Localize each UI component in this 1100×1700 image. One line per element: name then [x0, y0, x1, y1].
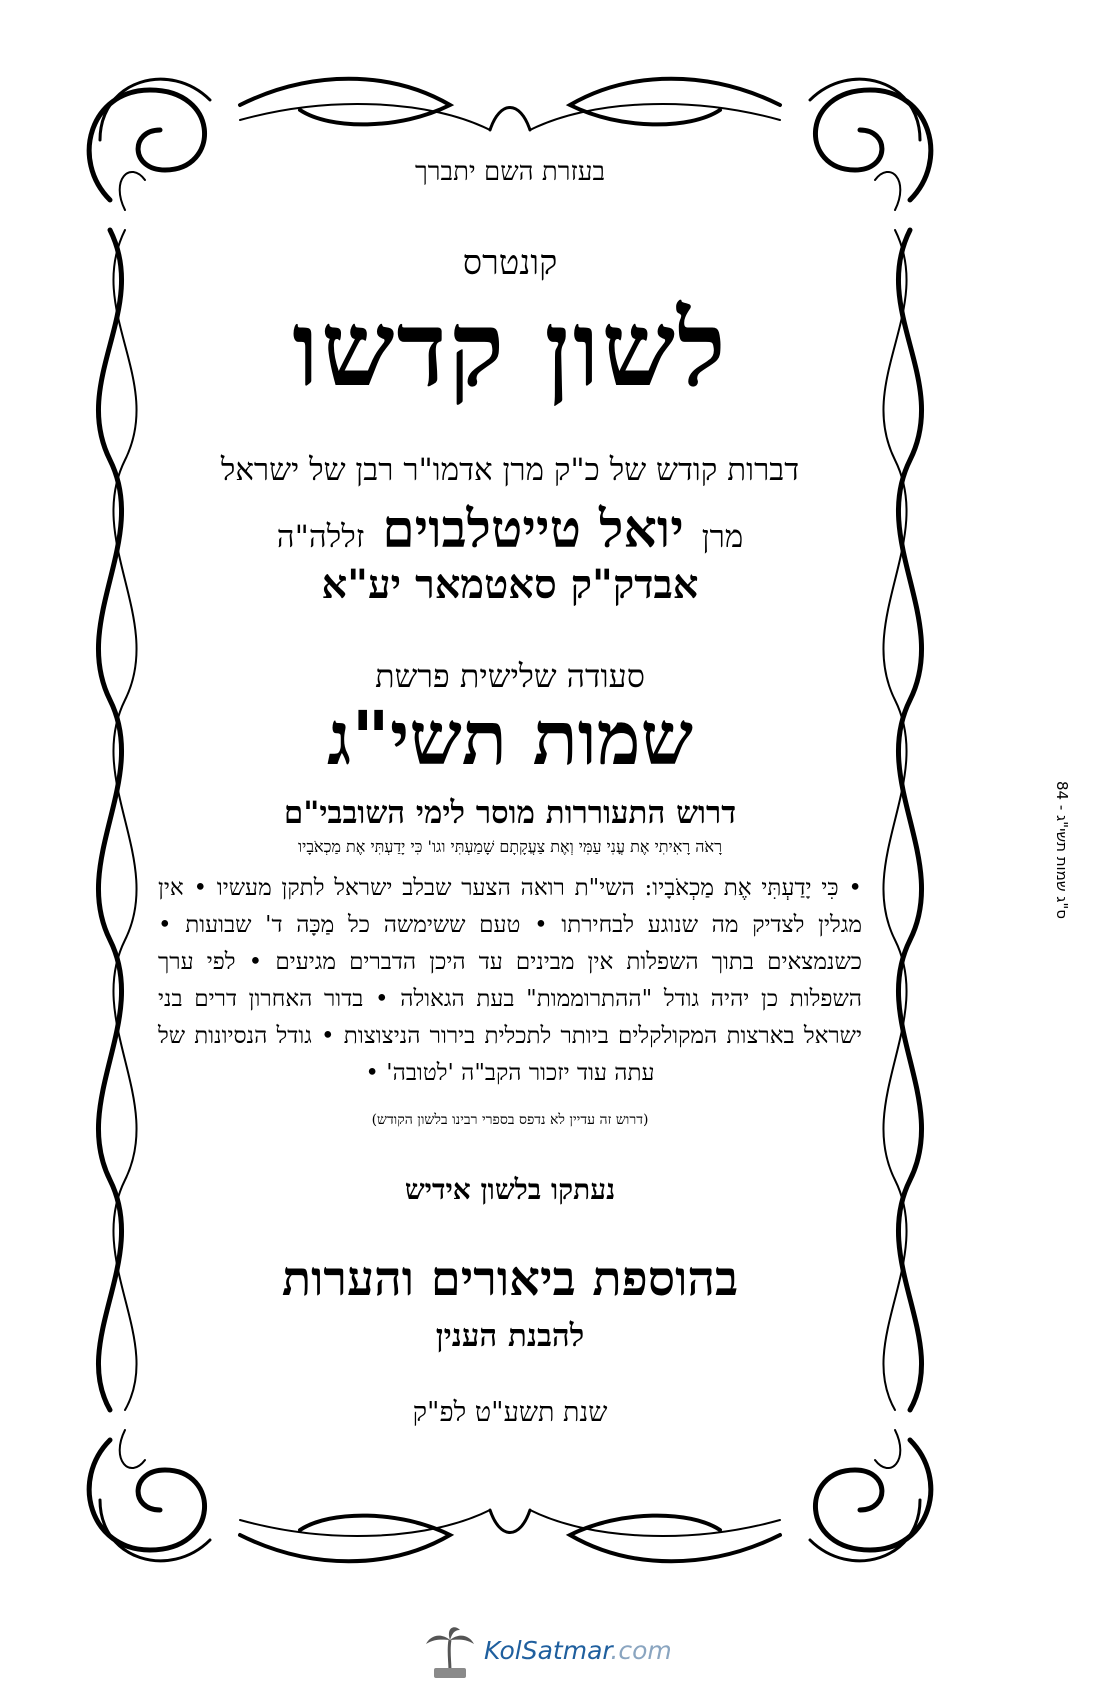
author-honorific: זללה"ה — [276, 519, 365, 556]
understanding-subtitle: להבנת הענין — [435, 1318, 585, 1355]
publication-year: שנת תשע"ט לפ"ק — [412, 1397, 608, 1429]
parsha-year: שמות תשי"ג — [327, 695, 693, 782]
side-page-label: ס"ג שמות תשי"ג - 84 — [1053, 780, 1071, 920]
main-title: לשון קדשו — [292, 286, 728, 410]
right-border-flourish — [883, 230, 921, 1410]
kuntres-label: קונטרס — [462, 242, 558, 283]
occasion-label: סעודה שלישית פרשת — [375, 657, 645, 696]
author-name-row — [150, 500, 870, 560]
print-note: (דרוש זה עדיין לא נדפס בספרי רבינו בלשון הקודש) — [371, 1111, 649, 1128]
palm-tree-icon — [420, 1622, 480, 1682]
logo-domain: .com — [610, 1636, 672, 1665]
logo-wordmark — [484, 1636, 672, 1665]
header-blessing: בעזרת השם יתברך — [415, 157, 605, 187]
logo-name: KolSatmar — [484, 1636, 611, 1665]
drush-title: דרוש התעוררות מוסר לימי השובבי"ם — [283, 794, 737, 831]
author-name: יואל טייטלבוים — [382, 499, 684, 561]
top-border-flourish — [240, 79, 780, 130]
title-page-content — [150, 150, 870, 1428]
left-border-flourish — [98, 230, 136, 1410]
maran-prefix: מרן — [701, 519, 744, 556]
translation-note: נעתקו בלשון אידיש — [404, 1173, 616, 1207]
kolsatmar-logo[interactable] — [420, 1622, 680, 1682]
author-intro: דברות קודש של כ"ק מרן אדמו"ר רבן של ישראל — [220, 451, 800, 488]
drush-verse: רָאֹה רָאִיתִי אֶת עֳנִי עַמִּי וְאֶת צַעֲקָתָם שָׁמַעְתִּי וגו' כִּי יָדַעְתִּי אֶת מַכְאֹבָיו — [298, 836, 722, 856]
bottom-border-flourish — [240, 1510, 780, 1561]
author-title: אבדק"ק סאטמאר יע"א — [321, 561, 699, 609]
addition-title: בהוספת ביאורים והערות — [281, 1251, 739, 1308]
drush-summary: • כִּי יָדַעְתִּי אֶת מַכְאֹבָיו: השי"ת רואה הצער שבלב ישראל לתקן מעשיו • אין מגלין לצדיק מה שנוגע לבחירתו • טעם ששימשה כל מַכָּה ד' שבועות • כשנמצאים בתוך השפלות אין מבינים עד היכן הדברים מגיעים • לפי ערך השפלות כן יהיה גודל "ההתרוממות" בעת הגאולה • בדור האחרון דרים בני ישראל בארצות המקולקלים ביותר לתכלית בירור הניצוצות • גודל הנסיונות של עתה עוד יזכור הקב"ה 'לטובה' • — [158, 874, 862, 1086]
